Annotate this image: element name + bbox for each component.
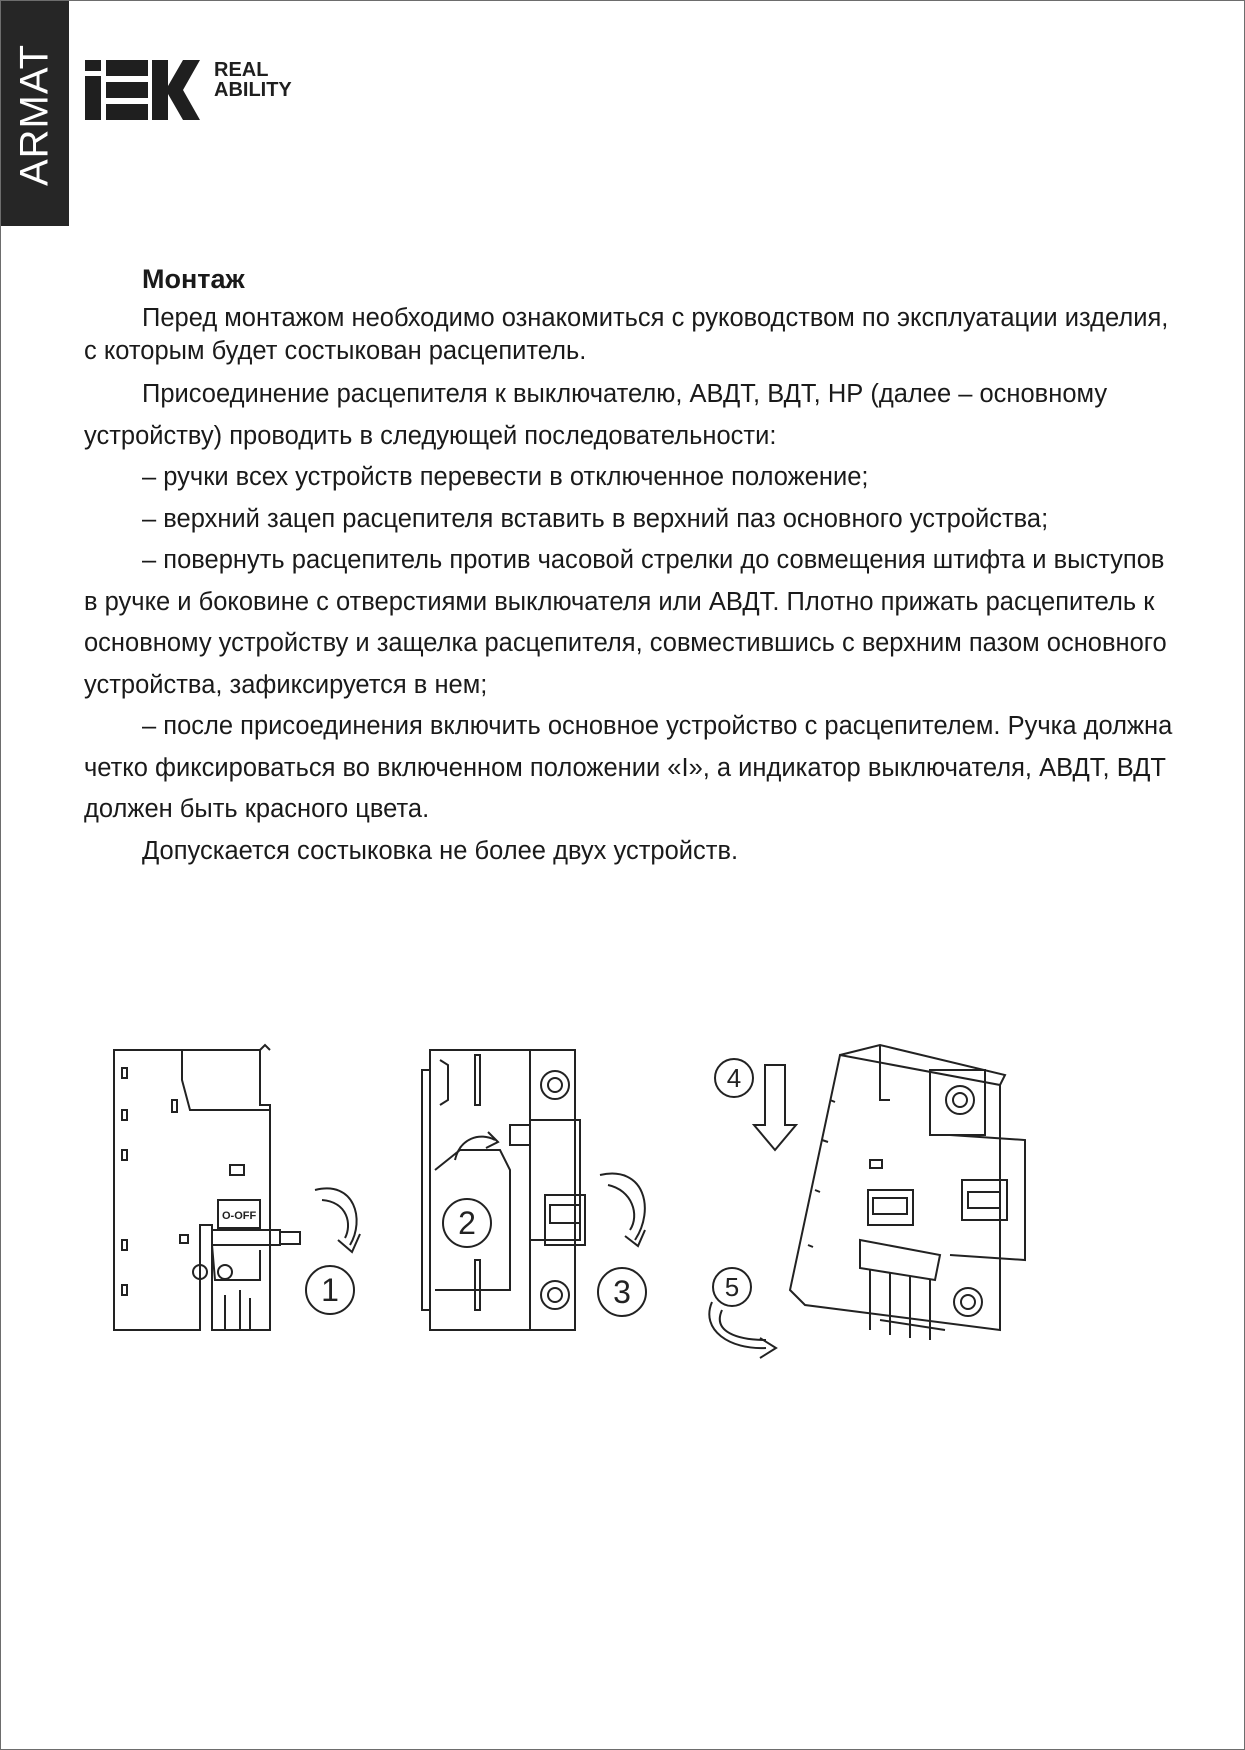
step-label-2: 2 — [458, 1205, 476, 1241]
paragraph: Допускается состыковка не более двух устройств. — [142, 836, 739, 865]
iek-logo — [85, 60, 200, 120]
paragraph: Перед монтажом необходимо ознакомиться с руководством по эксплуатации изделия, с которым будет состыкован расцепитель. — [84, 304, 1169, 365]
side-tab — [1, 1, 69, 226]
step-label-1: 1 — [321, 1272, 339, 1308]
paragraph: Присоединение расцепителя к выключателю, АВДТ, ВДТ, НР (далее – основному устройству) проводить в следующей последовательности: — [84, 380, 1108, 450]
brand-tagline — [214, 60, 292, 100]
list-item: – верхний зацеп расцепителя вставить в верхний паз основного устройства; — [142, 504, 1049, 533]
instructions — [84, 262, 1184, 872]
step-label-3: 3 — [613, 1274, 631, 1310]
step-label-5: 5 — [724, 1272, 740, 1302]
figure-step-1 — [114, 1045, 360, 1330]
step-label-4: 4 — [726, 1063, 742, 1093]
mounting-illustration — [100, 1040, 1160, 1380]
figure-step-4-5 — [709, 1045, 1025, 1358]
section-heading: Монтаж — [142, 264, 245, 294]
list-item: – после присоединения включить основное устройство с расцепителем. Ручка должна четко фиксироваться во включенном положении «I», а индикатор выключателя, АВДТ, ВДТ должен быть красного цвета. — [84, 712, 1173, 823]
tagline-line1: REAL — [214, 59, 269, 81]
side-tab-label: ARMAT — [12, 43, 57, 187]
figure-step-2-3 — [422, 1050, 646, 1330]
list-item: – повернуть расцепитель против часовой стрелки до совмещения штифта и выступов в ручке и боковине с отверстиями выключателя или АВДТ. Плотно прижать расцепитель к основному устройству и защелка расцепителя, совместившись с верхним пазом основного устройства, зафиксируется в нем; — [84, 546, 1167, 699]
handle-label: O-OFF — [222, 1210, 257, 1222]
list-item: – ручки всех устройств перевести в отключенное положение; — [142, 463, 869, 491]
tagline-line2: ABILITY — [214, 79, 292, 101]
